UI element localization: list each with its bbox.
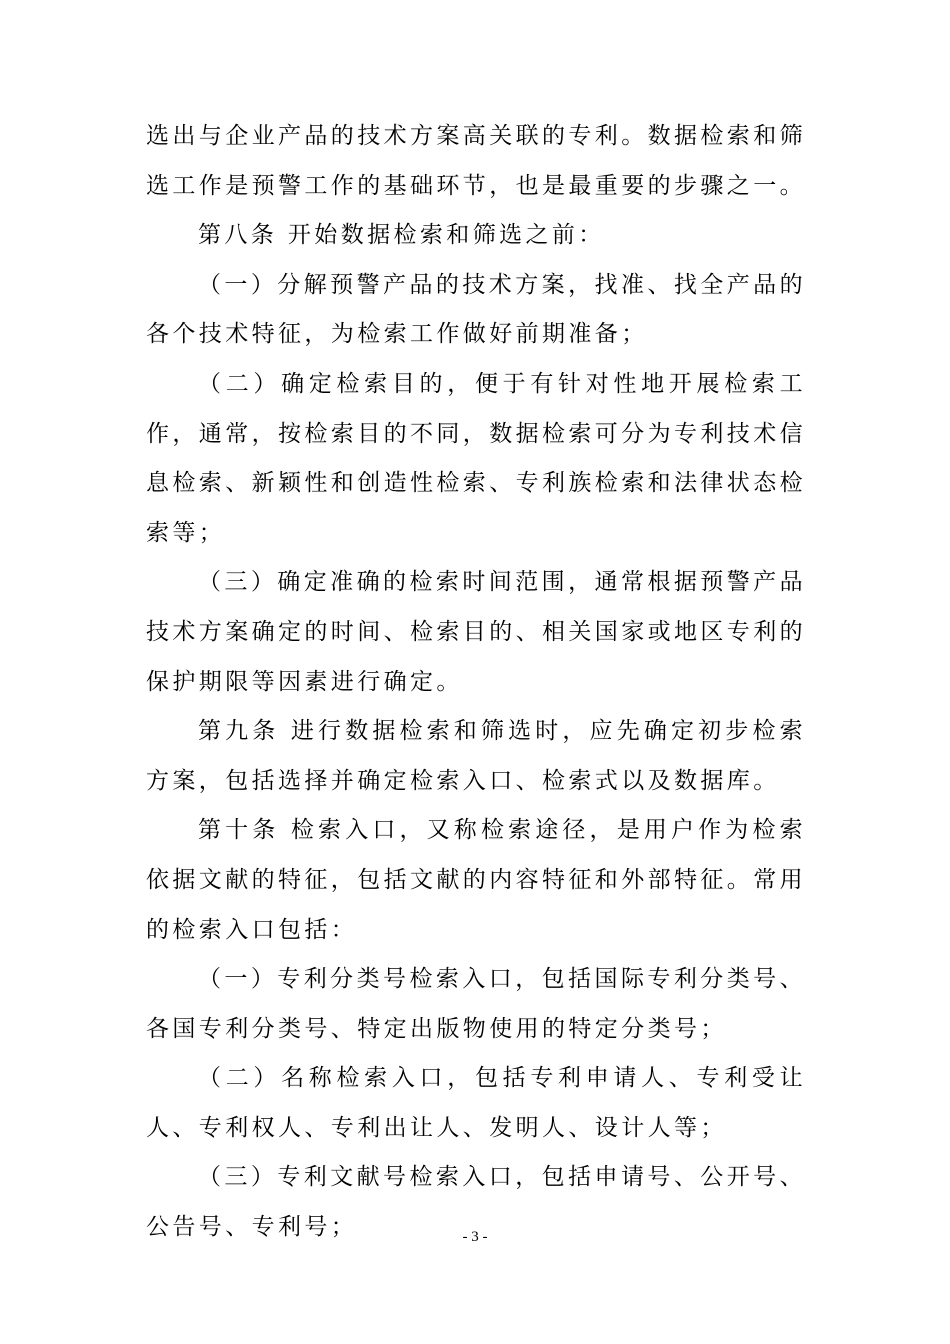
- article-10-item-3: （三）专利文献号检索入口，包括申请号、公开号、公告号、专利号；: [146, 1164, 806, 1241]
- article-9: 第九条 进行数据检索和筛选时，应先确定初步检索方案，包括选择并确定检索入口、检索式以及数据库。: [146, 718, 806, 794]
- article-8-item-3: （三）确定准确的检索时间范围，通常根据预警产品技术方案确定的时间、检索目的、相关国家或地区专利的保护期限等因素进行确定。: [146, 569, 806, 695]
- paragraph-continuation: 选出与企业产品的技术方案高关联的专利。数据检索和筛选工作是预警工作的基础环节，也是最重要的步骤之一。: [146, 123, 806, 199]
- article-10-heading: 第十条 检索入口，又称检索途径，是用户作为检索依据文献的特征，包括文献的内容特征和外部特征。常用的检索入口包括：: [146, 817, 806, 943]
- article-8-heading: 第八条 开始数据检索和筛选之前：: [198, 222, 605, 249]
- article-10-item-1: （一）专利分类号检索入口，包括国际专利分类号、各国专利分类号、特定出版物使用的特定分类号；: [146, 966, 806, 1042]
- article-8-item-2: （二）确定检索目的，便于有针对性地开展检索工作，通常，按检索目的不同，数据检索可分为专利技术信息检索、新颖性和创造性检索、专利族检索和法律状态检索等；: [146, 370, 806, 546]
- document-body: [146, 112, 806, 1253]
- article-10-item-2: （二）名称检索入口，包括专利申请人、专利受让人、专利权人、专利出让人、发明人、设计人等；: [146, 1065, 806, 1141]
- article-8-item-1: （一）分解预警产品的技术方案，找准、找全产品的各个技术特征，为检索工作做好前期准备；: [146, 271, 806, 348]
- page-number: - 3 -: [462, 1229, 488, 1245]
